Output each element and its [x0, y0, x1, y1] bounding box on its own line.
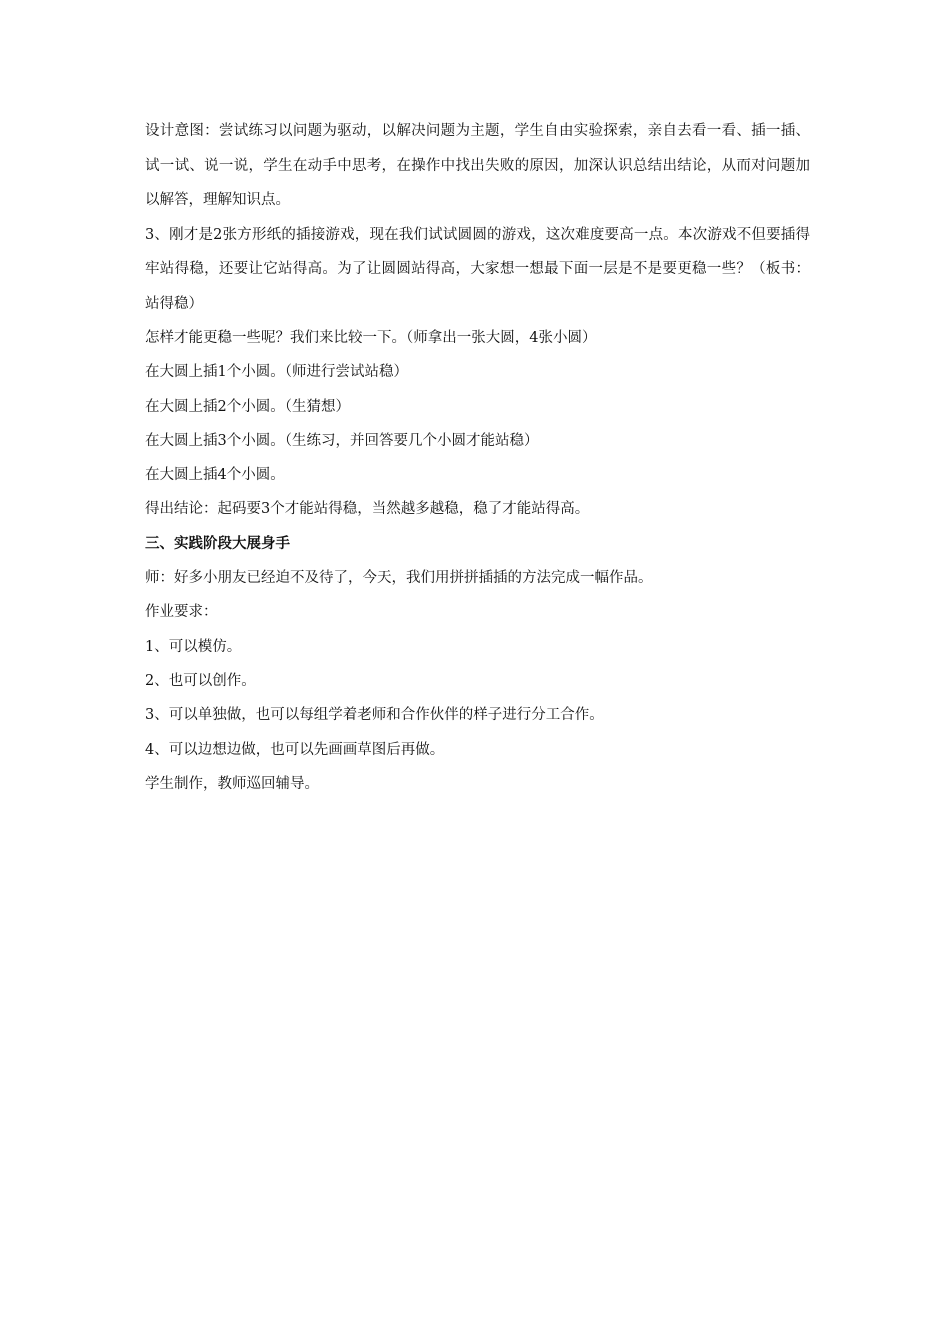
teacher-intro-line: 师：好多小朋友已经迫不及待了，今天，我们用拼拼插插的方法完成一幅作品。	[145, 570, 653, 587]
insert-one-circle-line: 在大圆上插1个小圆。（师进行尝试站稳）	[145, 364, 408, 381]
compare-instruction-line: 怎样才能更稳一些呢？我们来比较一下。（师拿出一张大圆，4张小圆）	[145, 330, 597, 346]
insert-three-circles-line: 在大圆上插3个小圆。（生练习，并回答要几个小圆才能站稳）	[145, 432, 539, 449]
insert-four-circles-line: 在大圆上插4个小圆。	[145, 467, 285, 484]
document-body	[145, 114, 810, 801]
section-heading-practice: 三、实践阶段大展身手	[145, 535, 290, 552]
insert-two-circles-line: 在大圆上插2个小圆。（生猜想）	[145, 398, 350, 415]
student-work-line: 学生制作，教师巡回辅导。	[145, 775, 319, 792]
requirements-label: 作业要求：	[145, 604, 218, 621]
requirement-item-3: 3、可以单独做，也可以每组学着老师和合作伙伴的样子进行分工合作。	[145, 707, 604, 724]
conclusion-line: 得出结论：起码要3个才能站得稳，当然越多越稳，稳了才能站得高。	[145, 501, 590, 518]
requirement-item-4: 4、可以边想边做，也可以先画画草图后再做。	[145, 741, 445, 758]
circle-game-paragraph: 3、刚才是2张方形纸的插接游戏，现在我们试试圆圆的游戏，这次难度要高一点。本次游戏不但要插得牢站得稳，还要让它站得高。为了让圆圆站得高，大家想一想最下面一层是不是要更稳一些？（板书：站得稳）	[145, 226, 810, 312]
design-intent-paragraph: 设计意图：尝试练习以问题为驱动，以解决问题为主题，学生自由实验探索，亲自去看一看、插一插、试一试、说一说，学生在动手中思考，在操作中找出失败的原因，加深认识总结出结论，从而对问题加以解答，理解知识点。	[145, 123, 810, 208]
requirement-item-2: 2、也可以创作。	[145, 672, 256, 689]
requirement-item-1: 1、可以模仿。	[145, 638, 242, 655]
